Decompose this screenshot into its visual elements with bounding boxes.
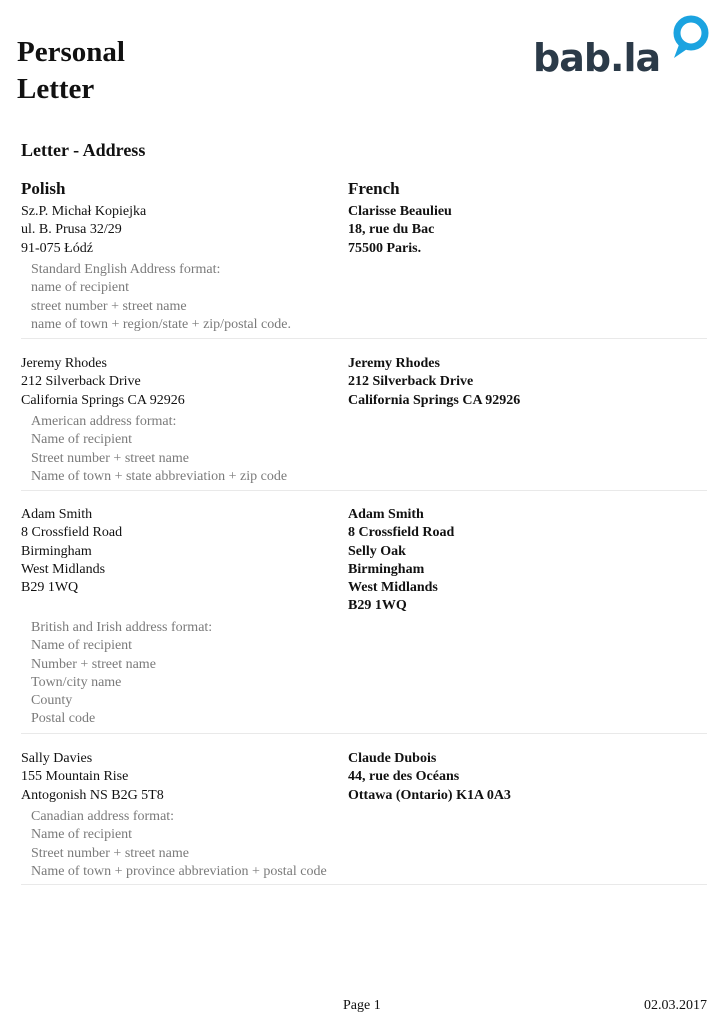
format-note-line: Name of town + province abbreviation + postal code [31,863,327,879]
source-address [21,203,146,258]
address-entry [21,355,707,491]
source-address-line: Antogonish NS B2G 5T8 [21,787,164,803]
address-entry [21,506,707,734]
format-note-line: American address format: [31,414,177,429]
source-address-line: Sz.P. Michał Kopiejka [21,204,147,219]
target-address-line: Jeremy Rhodes [348,356,440,371]
format-note-line: British and Irish address format: [31,620,213,635]
format-note-line: Name of recipient [31,638,133,654]
source-address-line: ul. B. Prusa 32/29 [21,222,122,238]
source-address-line: Birmingham [21,543,92,559]
target-address [348,355,520,410]
format-note-line: Standard English Address format: [31,262,221,277]
source-address-line: Adam Smith [21,507,93,522]
target-address-line: Ottawa (Ontario) K1A 0A3 [348,787,511,803]
source-address-line: 8 Crossfield Road [21,525,123,541]
target-address-line: 75500 Paris. [348,240,422,256]
target-address-line: 18, rue du Bac [348,222,435,238]
target-address-line: Claude Dubois [348,751,437,766]
format-note-line: Town/city name [31,674,122,690]
title-line-2: Letter [17,73,95,105]
source-address-line: 155 Mountain Rise [21,769,129,785]
target-language-heading: French [348,179,400,198]
format-note-line: Canadian address format: [31,809,175,824]
title-line-1: Personal [17,36,125,68]
document-date: 02.03.2017 [644,998,707,1013]
address-entry [21,750,707,885]
target-address-line: Clarisse Beaulieu [348,204,452,219]
format-note-line: Street number + street name [31,845,189,861]
format-note-line: Name of recipient [31,432,133,448]
document-title [17,34,125,108]
target-address-line: 212 Silverback Drive [348,374,474,390]
format-note-line: County [31,693,73,709]
page-number: Page 1 [343,998,381,1013]
target-address-line: Selly Oak [348,543,406,559]
format-note-line: Postal code [31,711,96,727]
source-address [21,506,122,597]
format-note-line: name of town + region/state + zip/postal code. [31,316,291,332]
section-title: Letter - Address [21,140,146,160]
target-address-line: Birmingham [348,561,425,577]
source-address-line: Sally Davies [21,751,93,766]
format-note-line: Street number + street name [31,450,189,466]
target-address [348,506,454,616]
source-address [21,750,164,805]
target-address-line: 44, rue des Océans [348,769,460,785]
format-note-line: Number + street name [31,656,156,672]
source-address-line: 212 Silverback Drive [21,374,141,390]
babla-logo[interactable] [533,14,713,80]
source-language-heading: Polish [21,179,66,198]
format-note [31,808,327,881]
format-note [31,619,212,729]
source-address-line: Jeremy Rhodes [21,356,107,371]
format-note-line: name of recipient [31,280,129,296]
format-note [31,261,291,334]
target-address [348,750,511,805]
target-address [348,203,452,258]
target-address-line: B29 1WQ [348,598,407,614]
source-address-line: 91-075 Łódź [21,240,93,256]
format-note [31,413,287,486]
source-address [21,355,185,410]
format-note-line: Name of town + state abbreviation + zip code [31,468,288,484]
target-address-line: 8 Crossfield Road [348,525,455,541]
target-address-line: West Midlands [348,580,438,596]
source-address-line: California Springs CA 92926 [21,392,185,408]
logo-text: bab.la [533,36,661,80]
address-entry [21,203,707,339]
source-address-line: West Midlands [21,561,106,577]
source-address-line: B29 1WQ [21,580,79,596]
format-note-line: street number + street name [31,298,187,314]
format-note-line: Name of recipient [31,827,133,843]
speech-bubble-icon [670,14,712,62]
target-address-line: California Springs CA 92926 [348,392,521,408]
target-address-line: Adam Smith [348,507,424,522]
